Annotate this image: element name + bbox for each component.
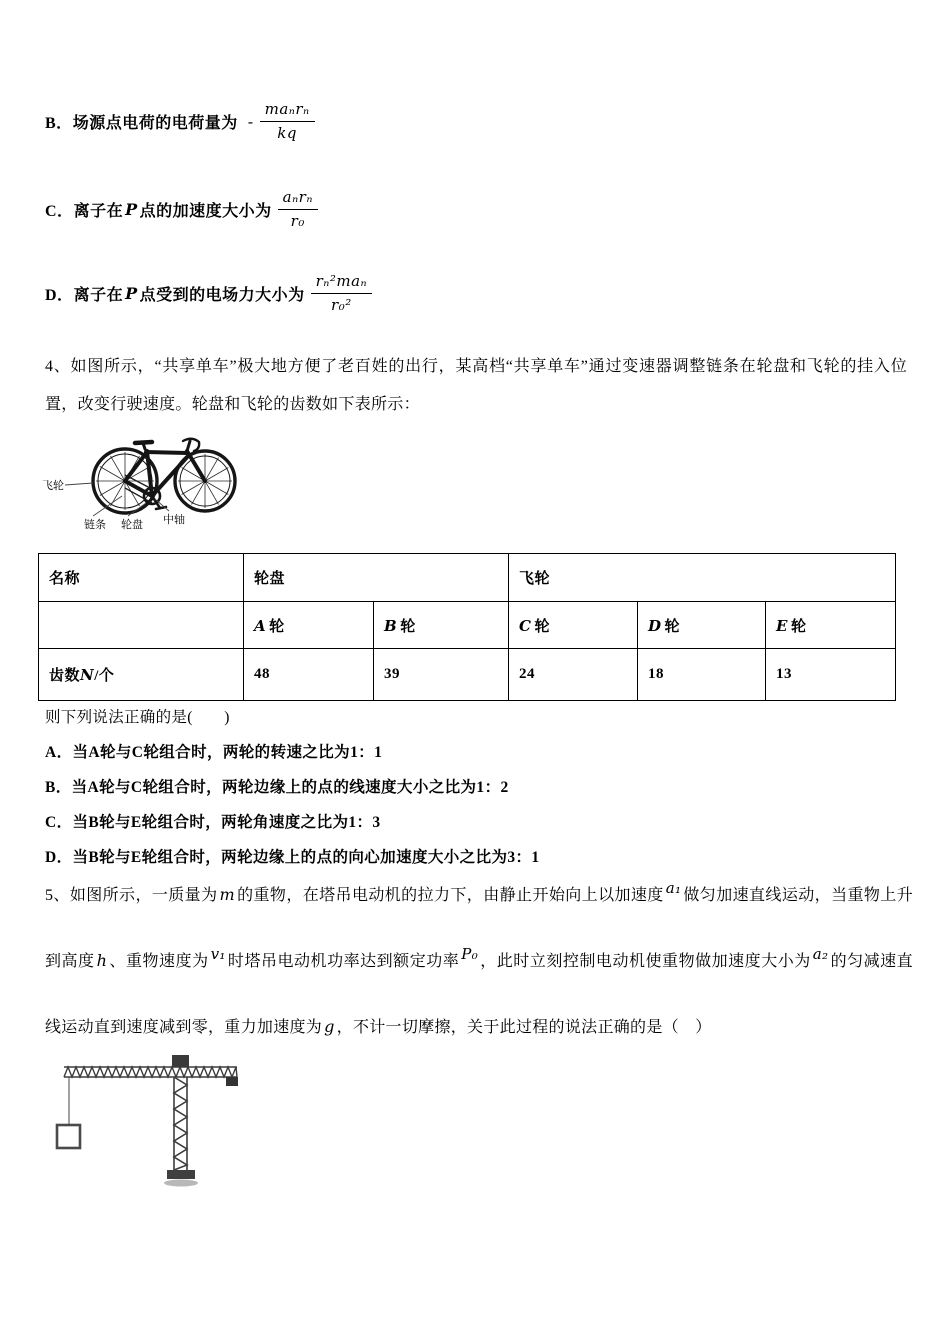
fraction-c-numerator: aₙrₙ: [278, 188, 318, 210]
q4-option-a: A．当A轮与C轮组合时，两轮的转速之比为1：1: [45, 744, 383, 761]
fraction-d-numerator: rₙ²maₙ: [311, 272, 373, 294]
label-bottom-bracket: 中轴: [163, 514, 185, 526]
question-4-prompt: 则下列说法正确的是( ): [45, 709, 230, 726]
fraction-c: [278, 188, 318, 231]
empty-cell: [39, 602, 244, 649]
q4-option-d: D．当B轮与E轮组合时，两轮边缘上的点的向心加速度大小之比为3：1: [45, 849, 540, 866]
wheel-a-cell: A 轮: [244, 602, 374, 649]
minus-sign: -: [247, 111, 254, 131]
table-subheader-row: [39, 602, 896, 649]
option-c-line: [45, 188, 318, 231]
counterweight-shape: [226, 1077, 238, 1086]
fraction-b: [260, 100, 315, 143]
var-a2: a₂: [812, 945, 829, 963]
wheel-b-cell: B 轮: [374, 602, 509, 649]
var-a1: a₁: [665, 879, 682, 897]
crane-cab-shape: [172, 1055, 189, 1067]
fraction-c-denominator: r₀: [290, 211, 305, 230]
crane-figure: [52, 1052, 242, 1192]
var-P: P: [125, 199, 138, 219]
label-chain: 链条: [84, 519, 106, 531]
teeth-label-cell: 齿数N/个: [39, 649, 244, 701]
wheel-d-cell: D 轮: [638, 602, 766, 649]
label-freewheel: 飞轮: [42, 480, 64, 492]
gear-table: [38, 553, 896, 701]
var-m: m: [219, 885, 235, 904]
var-h: h: [96, 951, 108, 970]
table-values-row: [39, 649, 896, 701]
q4-option-b: B．当A轮与C轮组合时，两轮边缘上的点的线速度大小之比为1：2: [45, 779, 509, 796]
question-5-text: 5、如图所示，一质量为 m 的重物，在塔吊电动机的拉力下，由静止开始向上以加速度 a₁ 做匀加速直线运动，当重物上升到高度 h 、重物速度为 v₁ 时塔吊电动机功率达到额定功率 P₀ ，此时立刻控制电动机使重物做加速度大小为 a₂ 的匀减速直线运动直到速度减到零，重力加速度为 g ，不计一切摩擦，关于此过程的说法正确的是（ ）: [45, 879, 913, 1036]
wheel-c-cell: C 轮: [509, 602, 638, 649]
option-d-label: D．: [45, 286, 74, 304]
wheel-e-cell: E 轮: [766, 602, 896, 649]
teeth-value-e: 13: [766, 649, 896, 701]
table-header-row: [39, 554, 896, 602]
teeth-value-d: 18: [638, 649, 766, 701]
teeth-value-b: 39: [374, 649, 509, 701]
hanging-load-shape: [57, 1125, 80, 1148]
option-d-line: [45, 272, 372, 315]
var-P0: P₀: [461, 945, 479, 963]
tower-crane-illustration: [52, 1052, 242, 1192]
fraction-b-denominator: kq: [277, 123, 297, 142]
label-chainring: 轮盘: [121, 519, 143, 531]
question-4-text: 4、如图所示，“共享单车”极大地方便了老百姓的出行，某高档“共享单车”通过变速器调整链条在轮盘和飞轮的挂入位置，改变行驶速度。轮盘和飞轮的齿数如下表所示：: [45, 358, 907, 413]
bicycle-illustration: [42, 418, 247, 534]
option-c-text-2: 点的加速度大小为: [139, 202, 272, 220]
header-freewheel: 飞轮: [509, 554, 896, 602]
option-b-line: [45, 100, 315, 143]
fraction-b-numerator: maₙrₙ: [260, 100, 315, 122]
question-4-options: [45, 735, 905, 875]
fraction-d: [311, 272, 373, 315]
option-d-text-1: 离子在: [73, 286, 124, 304]
fraction-d-denominator: r₀²: [331, 295, 352, 314]
var-P: P: [125, 283, 138, 303]
bicycle-figure: [42, 418, 247, 534]
option-b-label: B．: [45, 114, 73, 132]
option-b-text: 场源点电荷的电荷量为: [72, 114, 238, 132]
header-chainring: 轮盘: [244, 554, 509, 602]
option-c-label: C．: [45, 202, 74, 220]
teeth-value-a: 48: [244, 649, 374, 701]
option-d-text-2: 点受到的电场力大小为: [139, 286, 305, 304]
option-c-text-1: 离子在: [73, 202, 124, 220]
header-name: 名称: [39, 554, 244, 602]
crane-base-shape: [167, 1170, 195, 1179]
var-v1: v₁: [210, 945, 226, 963]
var-g: g: [324, 1017, 335, 1036]
teeth-value-c: 24: [509, 649, 638, 701]
q4-option-c: C．当B轮与E轮组合时，两轮角速度之比为1：3: [45, 814, 381, 831]
